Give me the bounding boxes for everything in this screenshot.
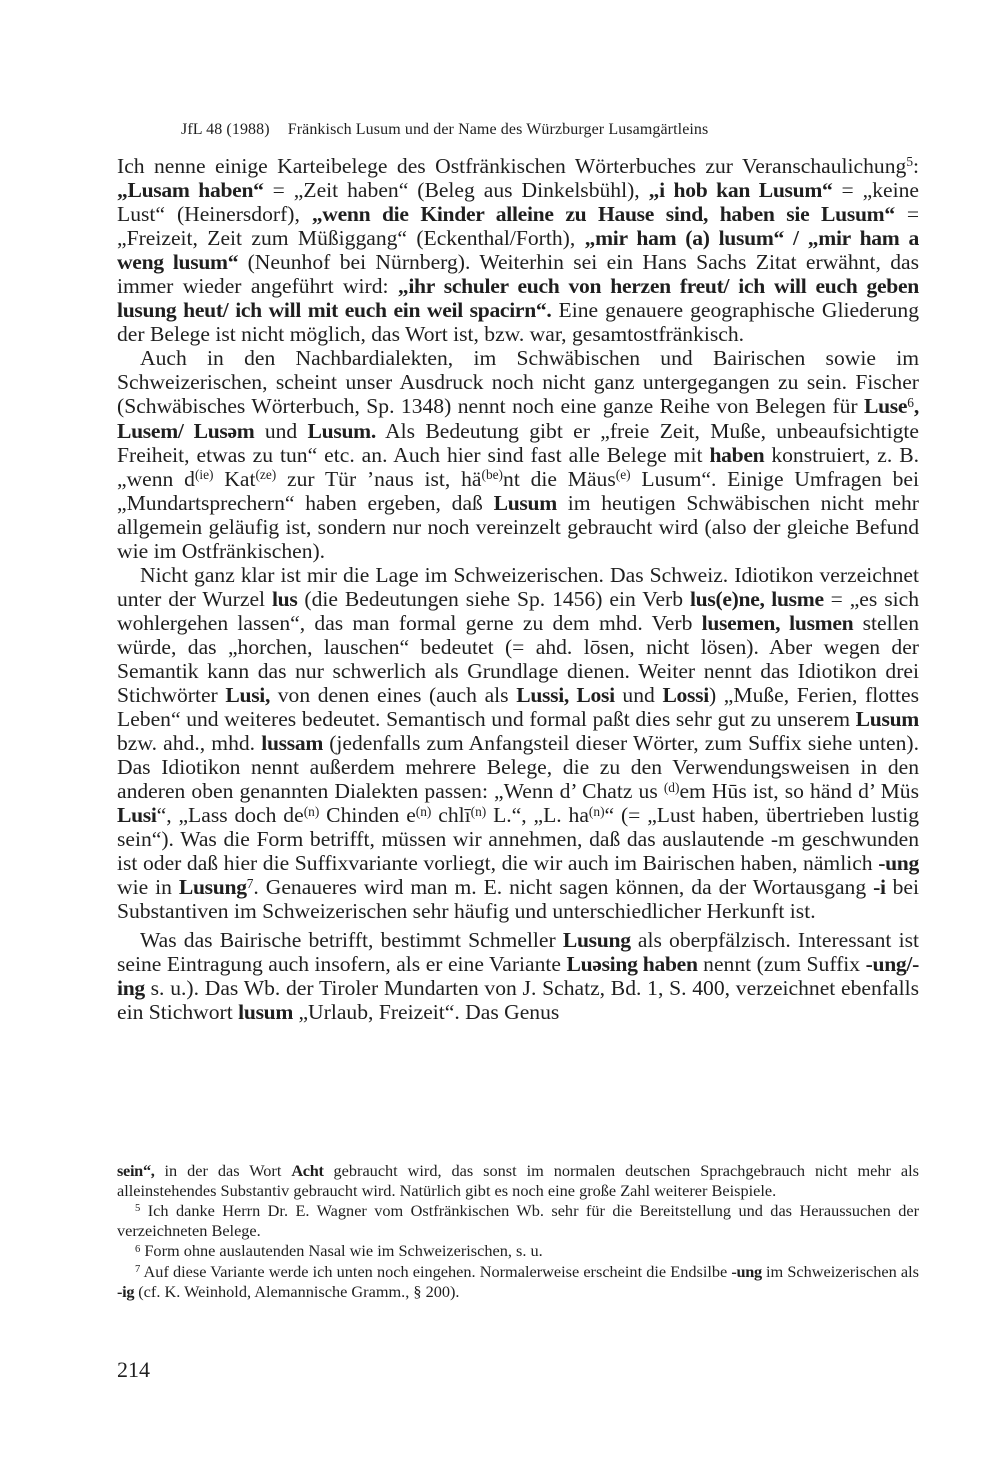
bold-text: Lusi, bbox=[225, 683, 271, 708]
bold-text: Lusum bbox=[493, 490, 557, 515]
paragraph bbox=[117, 563, 919, 924]
text-run: konstruiert, z. B. „wenn d bbox=[117, 442, 919, 491]
text-run: . Genaueres wird man m. E. nicht sagen können, da der Wortausgang bbox=[253, 875, 874, 900]
text-run: Kat bbox=[213, 466, 256, 491]
text-run: von denen eines (auch als bbox=[270, 683, 517, 708]
superscript: (be) bbox=[481, 466, 504, 482]
text-run: L.“, „L. ha bbox=[486, 803, 589, 828]
text-run: = „Zeit haben“ (Beleg aus Dinkelsbühl), bbox=[263, 178, 649, 203]
text-run: stellen würde, das „horchen, lauschen“ bedeutet (= ahd. lōsen, nicht lösen). Aber wegen der Semantik kann das nur schwerlich als Grundlage dienen. Weiter nennt das Idiotikon drei Stichwörter bbox=[117, 610, 919, 708]
superscript: (n) bbox=[415, 803, 432, 819]
text-run: und bbox=[254, 418, 308, 443]
text-run: im Schweizerischen als bbox=[761, 1261, 919, 1281]
bold-text: Lussi, Losi bbox=[516, 683, 615, 708]
text-run: = „es sich wohlergehen lassen“, das man formal gerne zu dem mhd. Verb bbox=[117, 586, 919, 635]
page-number: 214 bbox=[117, 1357, 150, 1382]
text-run: em Hūs ist, so händ d’ Müs bbox=[679, 779, 919, 804]
text-run: Form ohne auslautenden Nasal wie im Schweizerischen, s. u. bbox=[140, 1241, 543, 1261]
bold-text: sein“, bbox=[117, 1161, 155, 1180]
bold-text: „wenn die Kinder alleine zu Hause sind, haben sie Lusum“ bbox=[311, 202, 895, 227]
paragraph bbox=[117, 346, 919, 562]
text-run: = „keine Lust“ (Heinersdorf), bbox=[117, 178, 919, 227]
bold-text: lussam bbox=[261, 731, 324, 756]
bold-text: lusum bbox=[238, 999, 294, 1024]
superscript: (d) bbox=[663, 779, 680, 795]
text-run: Eine genauere geographische Gliederung der Belege ist nicht möglich, das Wort ist, bzw. war, gesamtostfränkisch. bbox=[117, 298, 919, 347]
text-run: bzw. ahd., mhd. bbox=[117, 731, 262, 756]
bold-text: Lusum bbox=[855, 707, 919, 732]
text-run: Lusum“. Einige Umfragen bei „Mundartsprechern“ haben ergeben, daß bbox=[117, 466, 920, 515]
bold-text: Luəsing haben bbox=[566, 951, 698, 976]
text-run: zur Tür ’naus ist, hä bbox=[276, 466, 482, 491]
bold-text: „ihr schuler euch von herzen freut/ ich will euch geben lusung heut/ ich will mit euch ein weil spacirn“. bbox=[117, 274, 920, 323]
bold-text: „i hob kan Lusum“ bbox=[648, 178, 833, 203]
text-run: wie in bbox=[117, 875, 179, 900]
text-run: = „Freizeit, Zeit zum Müßiggang“ (Eckenthal/Forth), bbox=[117, 202, 920, 251]
text-run: und bbox=[614, 683, 663, 708]
footnotes bbox=[117, 1161, 919, 1302]
bold-text: Acht bbox=[291, 1161, 324, 1180]
superscript: 6 bbox=[907, 394, 914, 410]
article-title: Fränkisch Lusum und der Name des Würzburger Lusamgärtleins bbox=[287, 121, 709, 138]
superscript: (ie) bbox=[194, 466, 214, 482]
bold-text: -ung bbox=[731, 1261, 762, 1281]
text-run: Auch in den Nachbardialekten, im Schwäbischen und Bairischen sowie im Schweizerischen, scheint unser Ausdruck noch nicht ganz untergegangen zu sein. Fischer (Schwäbisches Wörterbuch, Sp. 1348) nennt noch eine ganze Reihe von Belegen für bbox=[117, 346, 919, 419]
body-text bbox=[117, 154, 919, 1024]
superscript: 7 bbox=[135, 1264, 141, 1276]
superscript: (n) bbox=[303, 803, 320, 819]
text-run: „Urlaub, Freizeit“. Das Genus bbox=[293, 999, 560, 1024]
bold-text: Luse bbox=[864, 394, 908, 419]
text-run: (die Bedeutungen siehe Sp. 1456) ein Verb bbox=[297, 586, 690, 611]
text-run: Als Bedeutung gibt er „freie Zeit, Muße, unbeaufsichtigte Freiheit, etwas zu tun“ etc. an. Auch hier sind fast alle Belege mit bbox=[117, 418, 920, 467]
text-run: Chinden e bbox=[319, 803, 416, 828]
bold-text: lus(e)ne, lusme bbox=[689, 586, 824, 611]
text-run: “ (= „Lust haben, übertrieben lustig sein“). Was die Form betrifft, müssen wir annehmen, daß das auslautende -m geschwunden ist oder daß hier die Suffixvariante vorliegt, die wir auch im Bairischen haben, nämlich bbox=[117, 803, 919, 876]
bold-text: Lusung bbox=[178, 875, 247, 900]
footnote bbox=[117, 1262, 919, 1301]
journal-reference: JfL 48 (1988) bbox=[181, 121, 270, 138]
text-run: (cf. K. Weinhold, Alemannische Gramm., § 200). bbox=[134, 1281, 460, 1301]
bold-text: lus bbox=[271, 586, 298, 611]
bold-text: lusemen, lusmen bbox=[701, 610, 854, 635]
text-run: s. u.). Das Wb. der Tiroler Mundarten von J. Schatz, Bd. 1, S. 400, verzeichnet ebenfalls ein Stichwort bbox=[117, 975, 919, 1024]
bold-text: -ig bbox=[117, 1281, 135, 1301]
text-run: “, „Lass doch de bbox=[156, 803, 304, 828]
superscript: (n) bbox=[588, 803, 605, 819]
superscript: (e) bbox=[615, 466, 631, 482]
bold-text: „Lusam haben“ bbox=[117, 178, 264, 203]
text-run: Was das Bairische betrifft, bestimmt Schmeller bbox=[140, 927, 563, 952]
superscript: (n) bbox=[470, 803, 487, 819]
footnote bbox=[117, 1201, 919, 1240]
bold-text: -ung/-ing bbox=[117, 951, 920, 1000]
bold-text: haben bbox=[709, 442, 765, 467]
text-run: chlī bbox=[431, 803, 471, 828]
text-run: (jedenfalls zum Anfangsteil dieser Wörter, zum Suffix siehe unten). Das Idiotikon nennt außerdem mehrere Belege, die zu den Verwendungsweisen in den anderen oben genannten Dialekten passen: „Wenn d’ Chatz us bbox=[117, 731, 919, 804]
bold-text: , Lusem/ Lusəm bbox=[117, 394, 919, 443]
text-run: (Neunhof bei Nürnberg). Weiterhin sei ein Hans Sachs Zitat erwähnt, das immer wieder angeführt wird: bbox=[117, 250, 919, 299]
text-run: Ich danke Herrn Dr. E. Wagner vom Ostfränkischen Wb. sehr für die Bereitstellung und das Heraussuchen der verzeichneten Belege. bbox=[117, 1201, 919, 1240]
bold-text: -i bbox=[873, 875, 886, 900]
text-run: ) „Muße, Ferien, flottes Leben“ und weiteres bedeutet. Semantisch und formal paßt dies sehr gut zu unserem bbox=[117, 683, 919, 732]
footnote-continuation bbox=[117, 1161, 919, 1200]
text-run: als oberpfälzisch. Interessant ist seine Eintragung auch insofern, als er eine Variante bbox=[117, 927, 919, 976]
bold-text: Lusum. bbox=[307, 418, 376, 443]
superscript: 7 bbox=[246, 875, 254, 891]
text-run: gebraucht wird, das sonst im normalen deutschen Sprachgebrauch nicht mehr als alleinstehendes Substantiv gebraucht wird. Natürlich gibt es noch eine große Zahl weiterer Beispiele. bbox=[117, 1161, 919, 1200]
superscript: (ze) bbox=[255, 466, 277, 482]
bold-text: Lusi bbox=[117, 803, 157, 828]
superscript: 5 bbox=[906, 154, 913, 170]
bold-text: Lossi bbox=[662, 683, 709, 708]
text-run: : bbox=[913, 154, 919, 178]
superscript: 6 bbox=[135, 1243, 141, 1255]
text-run: in der das Wort bbox=[154, 1161, 292, 1180]
text-run: Nicht ganz klar ist mir die Lage im Schweizerischen. Das Schweiz. Idiotikon verzeichnet unter der Wurzel bbox=[117, 562, 919, 611]
paragraph bbox=[117, 154, 919, 346]
text-run: bei Substantiven im Schweizerischen sehr häufig und unterschiedlicher Herkunft ist. bbox=[117, 875, 919, 924]
footnote bbox=[117, 1241, 919, 1261]
text-run: nennt (zum Suffix bbox=[697, 951, 866, 976]
bold-text: -ung bbox=[878, 851, 919, 876]
bold-text: Lusung bbox=[562, 927, 631, 952]
paragraph bbox=[117, 928, 919, 1024]
text-run: Auf diese Variante werde ich unten noch eingehen. Normalerweise erscheint die Endsilbe bbox=[140, 1261, 732, 1281]
bold-text: „mir ham (a) lusum“ / „mir ham a weng lusum“ bbox=[117, 226, 919, 275]
text-run: Ich nenne einige Karteibelege des Ostfränkischen Wörterbuches zur Veranschaulichung bbox=[117, 154, 907, 178]
text-run: nt die Mäus bbox=[503, 466, 616, 491]
text-run: im heutigen Schwäbischen nicht mehr allgemein geläufig ist, sondern nur noch vereinzelt gebraucht wird (also der gleiche Befund wie im Ostfränkischen). bbox=[117, 490, 919, 563]
superscript: 5 bbox=[135, 1203, 141, 1215]
running-header bbox=[181, 121, 708, 139]
